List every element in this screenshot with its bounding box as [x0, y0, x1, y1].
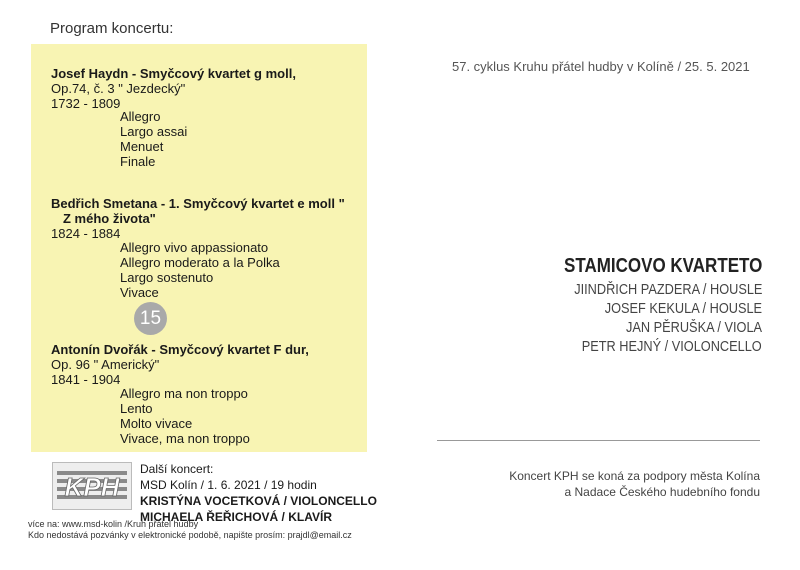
divider: [437, 440, 760, 441]
concert-cycle: 57. cyklus Kruhu přátel hudby v Kolíně / 25. 5. 2021: [452, 59, 750, 74]
movement: Allegro moderato a la Polka: [120, 255, 280, 270]
ensemble-member: JIINDŘICH PAZDERA / HOUSLE: [573, 281, 762, 298]
movement: Allegro: [120, 109, 161, 124]
ensemble-member: JOSEF KEKULA / HOUSLE: [604, 300, 762, 317]
support-line: Koncert KPH se koná za podpory města Kolína: [509, 469, 760, 483]
piece-subtitle: Z mého života": [63, 211, 156, 226]
piece-years: 1824 - 1884: [51, 226, 121, 241]
footer-note: Kdo nedostává pozvánky v elektronické podobě, napište prosím: prajdl@email.cz: [28, 530, 352, 540]
piece-subtitle: Op.74, č. 3 " Jezdecký": [51, 81, 186, 96]
movement: Largo assai: [120, 124, 188, 139]
number-badge: 15: [134, 302, 167, 335]
movement: Finale: [120, 154, 156, 169]
ensemble-name: STAMICOVO KVARTETO: [563, 255, 762, 277]
piece-smetana: [51, 196, 345, 241]
kph-logo: [52, 462, 132, 510]
piece-years: 1732 - 1809: [51, 96, 121, 111]
ensemble-member: JAN PĚRUŠKA / VIOLA: [625, 319, 762, 336]
next-performer: MICHAELA ŘEŘICHOVÁ / KLAVÍR: [140, 510, 332, 524]
piece-dvorak: [51, 342, 309, 387]
movement: Lento: [120, 401, 153, 416]
piece-title: Josef Haydn - Smyčcový kvartet g moll,: [51, 66, 296, 81]
logo-text: KPH: [64, 472, 120, 502]
next-place: MSD Kolín / 1. 6. 2021 / 19 hodin: [140, 478, 317, 492]
next-performer: KRISTÝNA VOCETKOVÁ / VIOLONCELLO: [140, 494, 377, 508]
movement: Largo sostenuto: [120, 270, 214, 285]
kph-logo-graphic: [53, 463, 131, 509]
piece-title: Bedřich Smetana - 1. Smyčcový kvartet e moll ": [51, 196, 345, 211]
piece-subtitle: Op. 96 " Americký": [51, 357, 160, 372]
movement: Allegro ma non troppo: [120, 386, 248, 401]
piece-title: Antonín Dvořák - Smyčcový kvartet F dur,: [51, 342, 309, 357]
piece-years: 1841 - 1904: [51, 372, 121, 387]
movement: Vivace: [120, 285, 159, 300]
program-heading: Program koncertu:: [50, 20, 174, 37]
movement: Vivace, ma non troppo: [120, 431, 250, 446]
support-note: [509, 468, 760, 500]
movement: Menuet: [120, 139, 164, 154]
support-line: a Nadace Českého hudebního fondu: [564, 485, 760, 499]
footer-link: více na: www.msd-kolin /Kruh přátel hudby: [28, 519, 199, 529]
next-label: Další koncert:: [140, 462, 214, 476]
next-concert: [140, 461, 377, 525]
ensemble-member: PETR HEJNÝ / VIOLONCELLO: [582, 338, 762, 355]
piece-haydn: [51, 66, 296, 111]
movement: Allegro vivo appassionato: [120, 240, 269, 255]
movement: Molto vivace: [120, 416, 193, 431]
